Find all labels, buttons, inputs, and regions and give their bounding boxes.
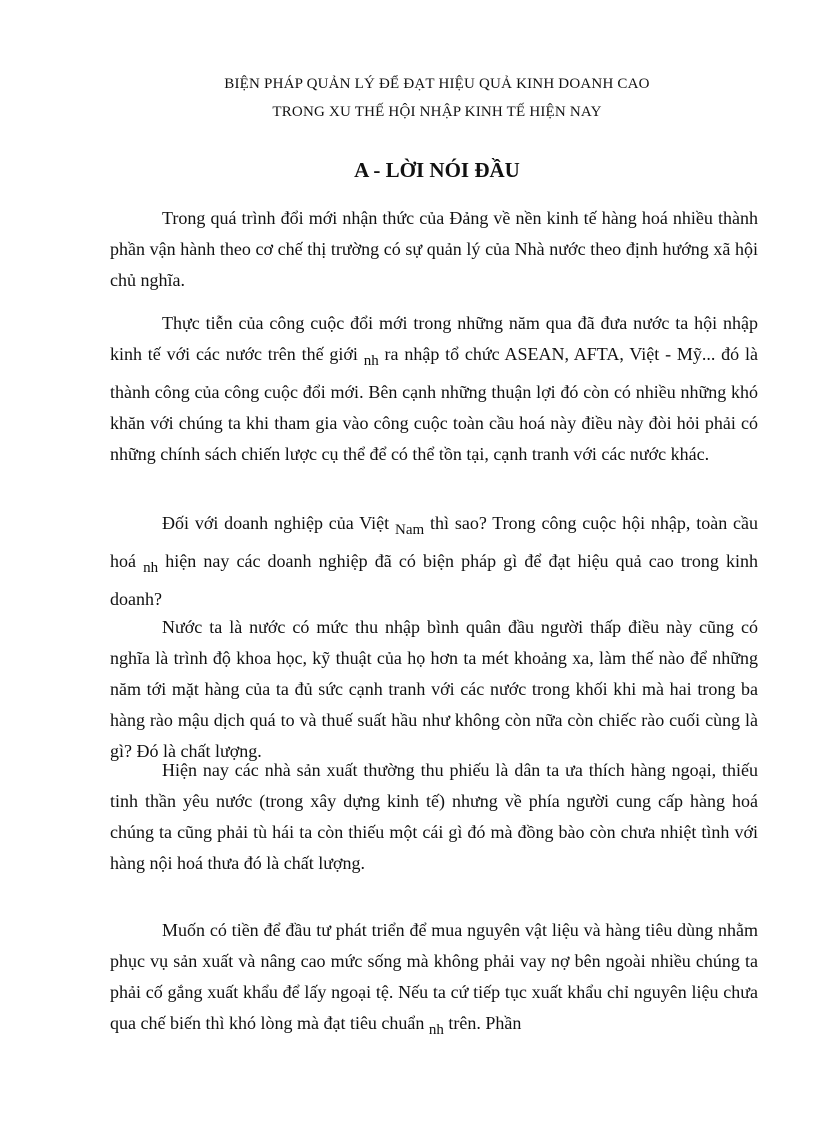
document-title-line-2: TRONG XU THẾ HỘI NHẬP KINH TẾ HIỆN NAY bbox=[272, 104, 602, 120]
paragraph-3-text-b: thì sao? Trong công cuộc hội nhập, toàn cầu hoá bbox=[110, 513, 759, 571]
paragraph-2 bbox=[110, 308, 758, 470]
paragraph-2-subscript: nh bbox=[363, 353, 379, 369]
paragraph-5: Hiện nay các nhà sản xuất thường thu phiếu là dân ta ưa thích hàng ngoại, thiếu tinh thần yêu nước (trong xây dựng kinh tế) nhưng về phía người cung cấp hàng hoá chúng ta cũng phải tù hái ta còn thiếu một cái gì đó mà đồng bào còn chưa nhiệt tình với hàng nội hoá thưa đó là chất lượng. bbox=[110, 760, 758, 873]
paragraph-6-text-b: trên. Phần bbox=[448, 1013, 522, 1033]
paragraph-2-text-b: ra nhập tổ chức ASEAN, AFTA, Việt - Mỹ... đó là thành công của công cuộc đổi mới. Bên cạnh những thuận lợi đó còn có nhiều những khó khăn với chúng ta khi tham gia vào công cuộc toàn cầu hoá này điều này đòi hỏi phải có những chính sách chiến lược cụ thể để có thể tồn tại, cạnh tranh với các nước khác. bbox=[110, 344, 758, 464]
paragraph-3 bbox=[110, 508, 758, 615]
paragraph-3-subscript-a: Nam bbox=[395, 522, 425, 538]
paragraph-6-subscript: nh bbox=[428, 1022, 444, 1038]
paragraph-3-text-c: hiện nay các doanh nghiệp đã có biện pháp gì để đạt hiệu quả cao trong kinh doanh? bbox=[110, 551, 758, 609]
document-title-line-1: BIỆN PHÁP QUẢN LÝ ĐỂ ĐẠT HIỆU QUẢ KINH DOANH CAO bbox=[224, 76, 650, 92]
paragraph-1: Trong quá trình đổi mới nhận thức của Đảng về nền kinh tế hàng hoá nhiều thành phần vận hành theo cơ chế thị trường có sự quản lý của Nhà nước theo định hướng xã hội chủ nghĩa. bbox=[110, 208, 758, 290]
paragraph-3-subscript-b: nh bbox=[143, 560, 159, 576]
paragraph-2-text-a: Thực tiễn của công cuộc đổi mới trong những năm qua đã đưa nước ta hội nhập kinh tế với các nước trên thế giới bbox=[110, 313, 758, 364]
paragraph-3-text-a: Đối với doanh nghiệp của Việt bbox=[162, 513, 390, 533]
paragraph-6 bbox=[110, 915, 758, 1046]
paragraph-6-text-a: Muốn có tiền để đầu tư phát triển để mua nguyên vật liệu và hàng tiêu dùng nhằm phục vụ sản xuất và nâng cao mức sống mà không phải vay nợ bên ngoài nhiều chúng ta phải cố gắng xuất khẩu để lấy ngoại tệ. Nếu ta cứ tiếp tục xuất khẩu chỉ nguyên liệu chưa qua chế biến thì khó lòng mà đạt tiêu chuẩn bbox=[110, 920, 758, 1033]
section-heading: A - LỜI NÓI ĐẦU bbox=[354, 158, 520, 182]
paragraph-4: Nước ta là nước có mức thu nhập bình quân đầu người thấp điều này cũng có nghĩa là trình độ khoa học, kỹ thuật của họ hơn ta mét khoảng xa, làm thế nào để những năm tới mặt hàng của ta đủ sức cạnh tranh với các nước trong khối khi mà hai trong ba hàng rào mậu dịch quá to và thuế suất hầu như không còn nữa còn chiếc rào cuối cùng là gì? Đó là chất lượng. bbox=[110, 617, 758, 761]
